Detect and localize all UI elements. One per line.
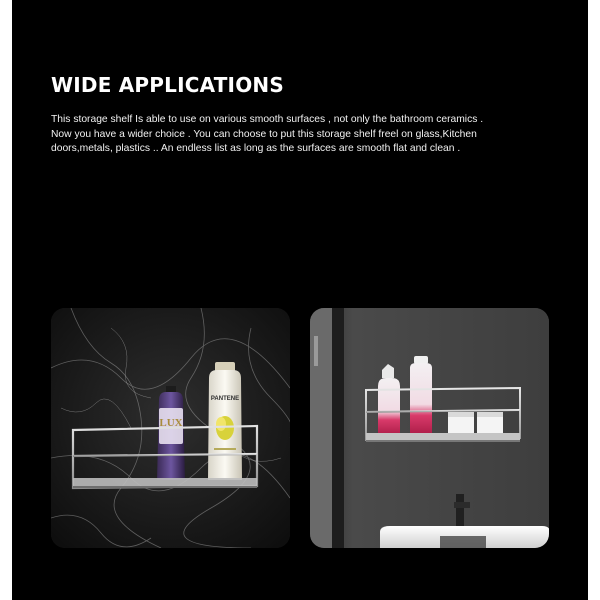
shelf-base-right	[366, 433, 520, 441]
description-line-3: doors,metals, plastics .. An endless list as long as the surfaces are smooth flat and clean .	[51, 143, 461, 154]
description-line-1: This storage shelf Is able to use on various smooth surfaces , not only the bathroom ceramics .	[51, 114, 484, 125]
description	[51, 113, 551, 157]
page-title: WIDE APPLICATIONS	[51, 73, 284, 97]
description-line-2: Now you have a wider choice . You can choose to put this storage shelf freel on glass,Kitchen	[51, 128, 477, 140]
pantene-label: PANTENE	[210, 396, 240, 402]
door-frame	[310, 308, 332, 548]
pink-pump-bottle	[410, 356, 432, 438]
lux-label: LUX	[159, 417, 183, 429]
pantene-bottle	[208, 362, 242, 480]
marble-wall-shelf-photo	[51, 308, 290, 548]
bathroom-wall-shelf-photo	[310, 308, 549, 548]
lux-bottle	[157, 386, 185, 480]
